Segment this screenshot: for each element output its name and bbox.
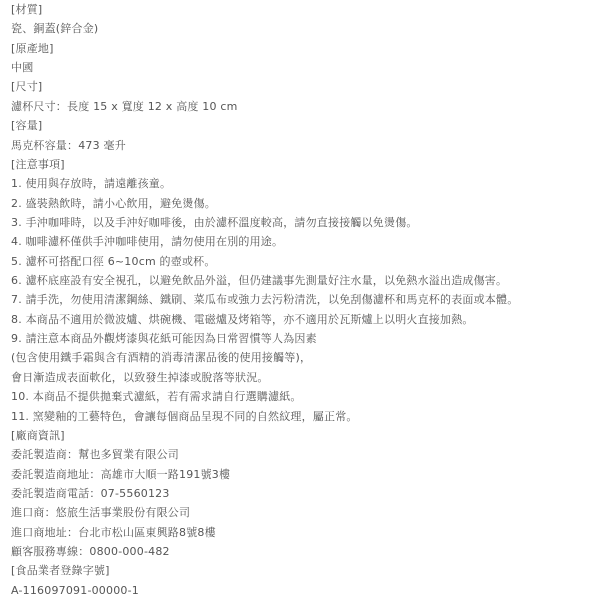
spec-line: 會日漸造成表面軟化，以致發生掉漆或脫落等狀況。: [11, 370, 269, 384]
spec-line: 8. 本商品不適用於微波爐、烘碗機、電磁爐及烤箱等，亦不適用於瓦斯爐上以明火直接加熱。: [11, 312, 474, 326]
spec-line: 進口商地址：台北市松山區東興路8號8樓: [11, 525, 216, 539]
spec-line: 11. 窯變釉的工藝特色，會讓每個商品呈現不同的自然紋理，屬正常。: [11, 409, 358, 423]
product-spec-document: [11, 0, 596, 600]
spec-line: 委託製造商地址：高雄市大順一路191號3樓: [11, 467, 231, 481]
spec-line: 進口商：悠旅生活事業股份有限公司: [11, 506, 191, 520]
section-heading: [材質]: [11, 3, 43, 16]
spec-line: 委託製造商電話：07-5560123: [11, 486, 170, 500]
section-heading: [尺寸]: [11, 80, 43, 94]
section-heading: [食品業者登錄字號]: [11, 564, 110, 578]
section-heading: [廠商資訊]: [11, 428, 65, 442]
spec-line: 10. 本商品不提供拋棄式濾紙，若有需求請自行選購濾紙。: [11, 390, 302, 404]
spec-line: 委託製造商：幫也多貿業有限公司: [11, 448, 179, 462]
spec-line: 1. 使用與存放時，請遠離孩童。: [11, 177, 172, 191]
spec-line: 馬克杯容量：473 毫升: [11, 138, 126, 152]
section-heading: [注意事項]: [11, 157, 65, 171]
spec-line: 3. 手沖咖啡時，以及手沖好咖啡後，由於濾杯溫度較高，請勿直接接觸以免燙傷。: [11, 215, 418, 229]
section-heading: [原產地]: [11, 41, 54, 55]
spec-line: 瓷、銅蓋(鋅合金): [11, 22, 99, 36]
spec-line: A-116097091-00000-1: [11, 583, 139, 597]
spec-line: 5. 濾杯可搭配口徑 6~10cm 的壺或杯。: [11, 254, 216, 268]
spec-line: 9. 請注意本商品外觀烤漆與花紙可能因為日常習慣等人為因素: [11, 332, 317, 346]
spec-line: 2. 盛裝熱飲時，請小心飲用，避免燙傷。: [11, 196, 216, 210]
spec-line: 6. 濾杯底座設有安全視孔，以避免飲品外溢，但仍建議事先測量好注水量，以免熱水溢出造成傷害。: [11, 274, 508, 288]
spec-line: (包含使用鐵手霜與含有酒精的消毒清潔品後的使用接觸等)，: [11, 351, 312, 365]
spec-line: 濾杯尺寸：長度 15 x 寬度 12 x 高度 10 cm: [11, 99, 238, 113]
spec-line: 顧客服務專線：0800-000-482: [11, 545, 170, 559]
spec-line: 4. 咖啡濾杯僅供手沖咖啡使用，請勿使用在別的用途。: [11, 235, 284, 249]
spec-line: 中國: [11, 61, 34, 75]
spec-line: 7. 請手洗，勿使用清潔鋼絲、鐵刷、菜瓜布或強力去污粉清洗，以免刮傷濾杯和馬克杯的表面或本體。: [11, 293, 519, 307]
section-heading: [容量]: [11, 119, 43, 133]
